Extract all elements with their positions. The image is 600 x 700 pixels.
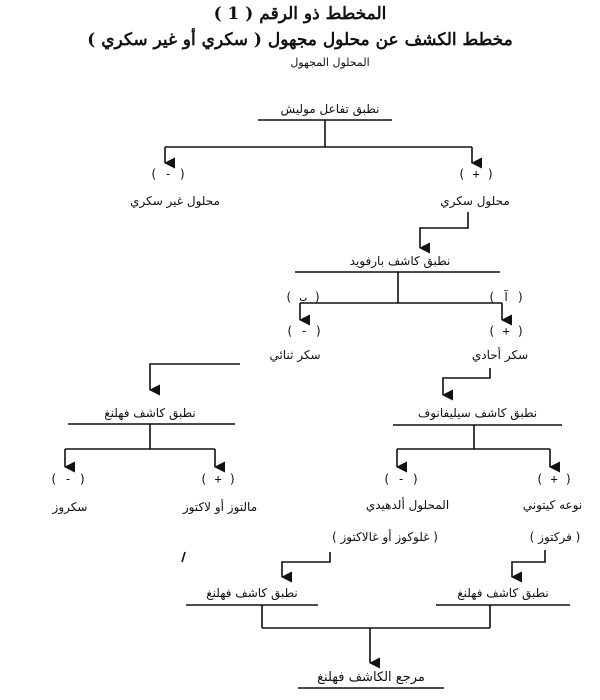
node-maltose-or-lactose: مالتوز أو لاكتوز [182, 500, 258, 514]
sign-negative-seliwanoff: ( - ) [383, 472, 420, 486]
node-fehling-test-left: نطبق كاشف فهلنغ [104, 406, 196, 420]
sign-negative-molisch: ( - ) [150, 167, 187, 181]
page-title: المخطط ذو الرقم ( 1 ) [213, 4, 387, 24]
sign-positive-barfoed: ( + ) [488, 324, 525, 338]
node-sucrose: سكروز [52, 500, 88, 514]
label-a: ( آ ) [488, 290, 525, 304]
node-aldehyde-solution: المحلول ألدهيدي [365, 498, 450, 512]
node-barfoed-test: نطبق كاشف بارفويد [349, 254, 451, 268]
node-disaccharide: سكر ثنائي [269, 348, 321, 362]
node-fehling-test-mid-left: نطبق كاشف فهلنغ [206, 586, 298, 600]
page-subtitle: مخطط الكشف عن محلول مجهول ( سكري أو غير سكري ) [87, 30, 513, 50]
node-fehling-reference: مرجع الكاشف فهلنغ [317, 670, 425, 685]
node-molisch-test: نطبق تفاعل موليش [280, 102, 380, 116]
caption-unknown-solution: المحلول المجهول [290, 56, 370, 69]
node-glucose-or-galactose: ( غلوكوز أو غالاكتوز ) [331, 530, 438, 544]
node-sugar-solution: محلول سكري [440, 194, 510, 208]
sign-positive-fehling: ( + ) [200, 472, 237, 486]
node-seliwanoff-test: نطبق كاشف سيليفانوف [417, 406, 538, 420]
sign-negative-barfoed: ( - ) [286, 324, 323, 338]
node-ketone-type: نوعه كيتوني [522, 498, 583, 512]
node-monosaccharide: سكر أحادي [471, 348, 529, 362]
label-b: ( ب ) [285, 290, 322, 304]
node-fructose: ( فركتوز ) [529, 530, 581, 544]
node-non-sugar-solution: محلول غير سكري [130, 194, 220, 208]
sign-positive-molisch: ( + ) [458, 167, 495, 181]
sign-negative-fehling: ( - ) [50, 472, 87, 486]
node-fehling-test-mid-right: نطبق كاشف فهلنغ [457, 586, 549, 600]
sign-positive-seliwanoff: ( + ) [536, 472, 573, 486]
